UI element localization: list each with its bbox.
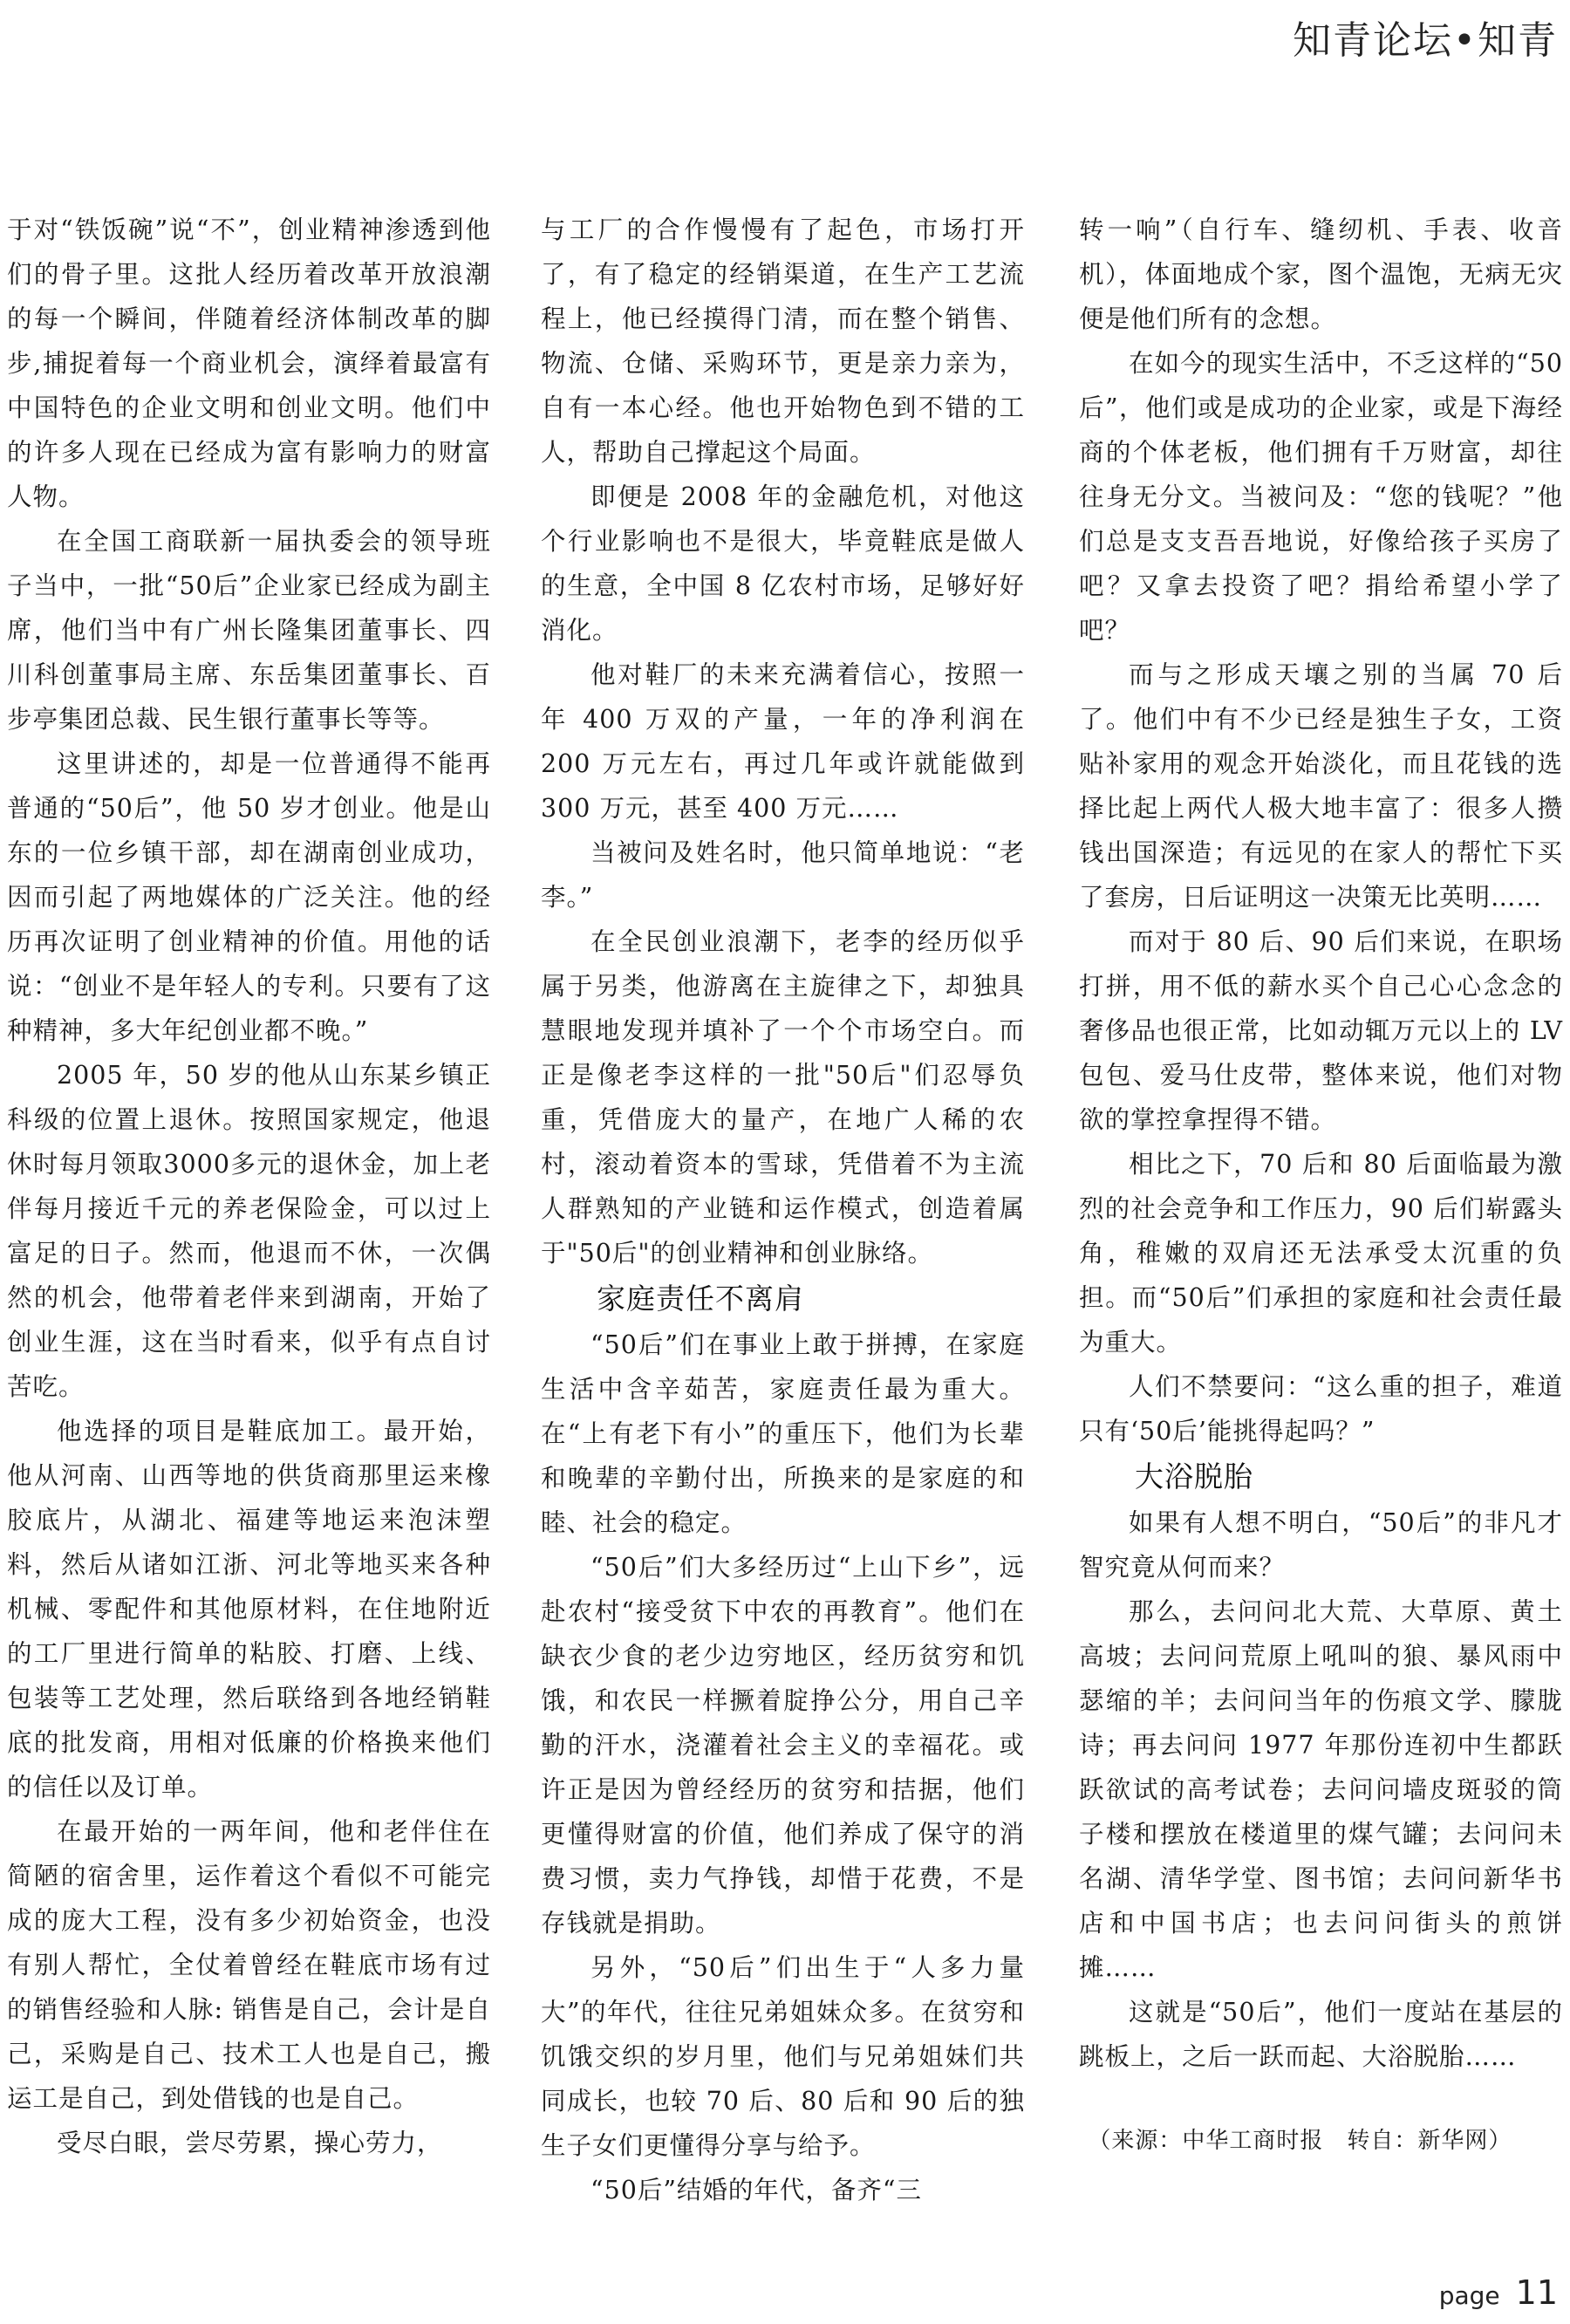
section-heading: 大浴脱胎 bbox=[1135, 1459, 1253, 1494]
paragraph: “50后”们在事业上敢于拼搏，在家庭生活中含辛茹苦，家庭责任最为重大。在“上有老下有小”的重压下，他们为长辈和晚辈的辛勤付出，所换来的是家庭的和睦、社会的稳定。 bbox=[541, 1330, 1025, 1537]
paragraph: 这里讲述的，却是一位普通得不能再普通的“50后”，他 50 岁才创业。他是山东的一位乡镇干部，却在湖南创业成功，因而引起了两地媒体的广泛关注。他的经历再次证明了创业精神的价值。用他的话说：“创业不是年轻人的专利。只要有了这种精神，多大年纪创业都不晚。” bbox=[7, 749, 491, 1045]
paragraph: 在全民创业浪潮下，老李的经历似乎属于另类，他游离在主旋律之下，却独具慧眼地发现并填补了一个个市场空白。而正是像老李这样的一批"50后"们忍辱负重，凭借庞大的量产，在地广人稀的农村，滚动着资本的雪球，凭借着不为主流人群熟知的产业链和运作模式，创造着属于"50后"的创业精神和创业脉络。 bbox=[541, 927, 1025, 1268]
paragraph: 而与之形成天壤之别的当属 70 后了。他们中有不少已经是独生子女，工资贴补家用的观念开始淡化，而且花钱的选择比起上两代人极大地丰富了：很多人攒钱出国深造；有远见的在家人的帮忙下买了套房，日后证明这一决策无比英明…… bbox=[1079, 660, 1563, 912]
paragraph: 与工厂的合作慢慢有了起色，市场打开了，有了稳定的经销渠道，在生产工艺流程上，他已经摸得门清，而在整个销售、物流、仓储、采购环节，更是亲力亲为，自有一本心经。他也开始物色到不错的工人，帮助自己撑起这个局面。 bbox=[541, 215, 1025, 467]
page-footer bbox=[1439, 2273, 1558, 2312]
paragraph: “50后”们大多经历过“上山下乡”，远赴农村“接受贫下中农的再教育”。他们在缺衣少食的老少边穷地区，经历贫穷和饥饿，和农民一样撅着腚挣公分，用自己辛勤的汗水，浇灌着社会主义的幸福花。或许正是因为曾经经历的贫穷和拮据，他们更懂得财富的价值，他们养成了保守的消费习惯，卖力气挣钱，却惜于花费，不是存钱就是捐助。 bbox=[541, 1553, 1025, 1938]
paragraph: 即便是 2008 年的金融危机，对他这个行业影响也不是很大，毕竟鞋底是做人的生意，全中国 8 亿农村市场，足够好好消化。 bbox=[541, 482, 1025, 645]
article-column-3 bbox=[1079, 208, 1563, 2163]
page-number: 11 bbox=[1515, 2273, 1558, 2312]
paragraph: 那么，去问问北大荒、大草原、黄土高坡；去问问荒原上吼叫的狼、暴风雨中瑟缩的羊；去问问当年的伤痕文学、朦胧诗；再去问问 1977 年那份连初中生都跃跃欲试的高考试卷；去问问墙皮斑驳的筒子楼和摆放在楼道里的煤气罐；去问问未名湖、清华学堂、图书馆；去问问新华书店和中国书店；也去问问街头的煎饼摊…… bbox=[1079, 1597, 1563, 1982]
paragraph: 在最开始的一两年间，他和老伴住在简陋的宿舍里，运作着这个看似不可能完成的庞大工程，没有多少初始资金，也没有别人帮忙，全仗着曾经在鞋底市场有过的销售经验和人脉: 销售是自己，会计是自己，采购是自己、技术工人也是自己，搬运工是自己，到处借钱的也是自己。 bbox=[7, 1817, 491, 2113]
paragraph: 如果有人想不明白，“50后”的非凡才智究竟从何而来？ bbox=[1079, 1508, 1563, 1582]
article-column-2 bbox=[541, 208, 1025, 2212]
paragraph: 于对“铁饭碗”说“不”，创业精神渗透到他们的骨子里。这批人经历着改革开放浪潮的每一个瞬间，伴随着经济体制改革的脚步,捕捉着每一个商业机会，演绎着最富有中国特色的企业文明和创业文明。他们中的许多人现在已经成为富有影响力的财富人物。 bbox=[7, 215, 491, 511]
paragraph: 当被问及姓名时，他只简单地说：“老李。” bbox=[541, 838, 1025, 912]
paragraph: 他对鞋厂的未来充满着信心，按照一年 400 万双的产量，一年的净利润在 200 万元左右，再过几年或许就能做到 300 万元，甚至 400 万元…… bbox=[541, 660, 1025, 823]
paragraph: 在全国工商联新一届执委会的领导班子当中，一批“50后”企业家已经成为副主席，他们当中有广州长隆集团董事长、四川科创董事局主席、东岳集团董事长、百步亭集团总裁、民生银行董事长等等。 bbox=[7, 527, 491, 734]
paragraph: 相比之下，70 后和 80 后面临最为激烈的社会竞争和工作压力，90 后们崭露头角，稚嫩的双肩还无法承受太沉重的负担。而“50后”们承担的家庭和社会责任最为重大。 bbox=[1079, 1150, 1563, 1357]
paragraph: 受尽白眼，尝尽劳累，操心劳力， bbox=[57, 2129, 443, 2157]
paragraph: 转一响”（自行车、缝纫机、手表、收音机），体面地成个家，图个温饱，无病无灾便是他们所有的念想。 bbox=[1079, 215, 1563, 333]
paragraph: 另外，“50后”们出生于“人多力量大”的年代，往往兄弟姐妹众多。在贫穷和饥饿交织的岁月里，他们与兄弟姐妹们共同成长，也较 70 后、80 后和 90 后的独生子女们更懂得分享与给予。 bbox=[541, 1953, 1025, 2160]
paragraph: “50后”结婚的年代，备齐“三 bbox=[590, 2176, 922, 2204]
source-credit: （来源：中华工商时报 转自：新华网） bbox=[1088, 2128, 1512, 2154]
page-label: page bbox=[1438, 2281, 1500, 2310]
paragraph: 在如今的现实生活中，不乏这样的“50后”，他们或是成功的企业家，或是下海经商的个体老板，他们拥有千万财富，却往往身无分文。当被问及：“您的钱呢？”他们总是支支吾吾地说，好像给孩子买房了吧？又拿去投资了吧？捐给希望小学了吧？ bbox=[1079, 349, 1563, 645]
paragraph: 2005 年，50 岁的他从山东某乡镇正科级的位置上退休。按照国家规定，他退休时每月领取3000多元的退休金，加上老伴每月接近千元的养老保险金，可以过上富足的日子。然而，他退而不休，一次偶然的机会，他带着老伴来到湖南，开始了创业生涯，这在当时看来，似乎有点自讨苦吃。 bbox=[7, 1061, 491, 1401]
paragraph: 这就是“50后”，他们一度站在基层的跳板上，之后一跃而起、大浴脱胎…… bbox=[1079, 1998, 1563, 2071]
paragraph: 他选择的项目是鞋底加工。最开始，他从河南、山西等地的供货商那里运来橡胶底片，从湖北、福建等地运来泡沫塑料，然后从诸如江浙、河北等地买来各种机械、零配件和其他原材料，在住地附近的工厂里进行简单的粘胶、打磨、上线、包装等工艺处理，然后联络到各地经销鞋底的批发商，用相对低廉的价格换来他们的信任以及订单。 bbox=[7, 1417, 491, 1801]
article-column-1 bbox=[7, 208, 491, 2165]
section-heading: 家庭责任不离肩 bbox=[597, 1282, 804, 1316]
section-header: 知青论坛•知青 bbox=[1293, 18, 1558, 63]
paragraph: 而对于 80 后、90 后们来说，在职场打拼，用不低的薪水买个自己心心念念的奢侈品也很正常，比如动辄万元以上的 LV 包包、爱马仕皮带，整体来说，他们对物欲的掌控拿捏得不错。 bbox=[1079, 927, 1563, 1134]
paragraph: 人们不禁要问：“这么重的担子，难道只有‘50后’能挑得起吗？” bbox=[1079, 1372, 1563, 1446]
